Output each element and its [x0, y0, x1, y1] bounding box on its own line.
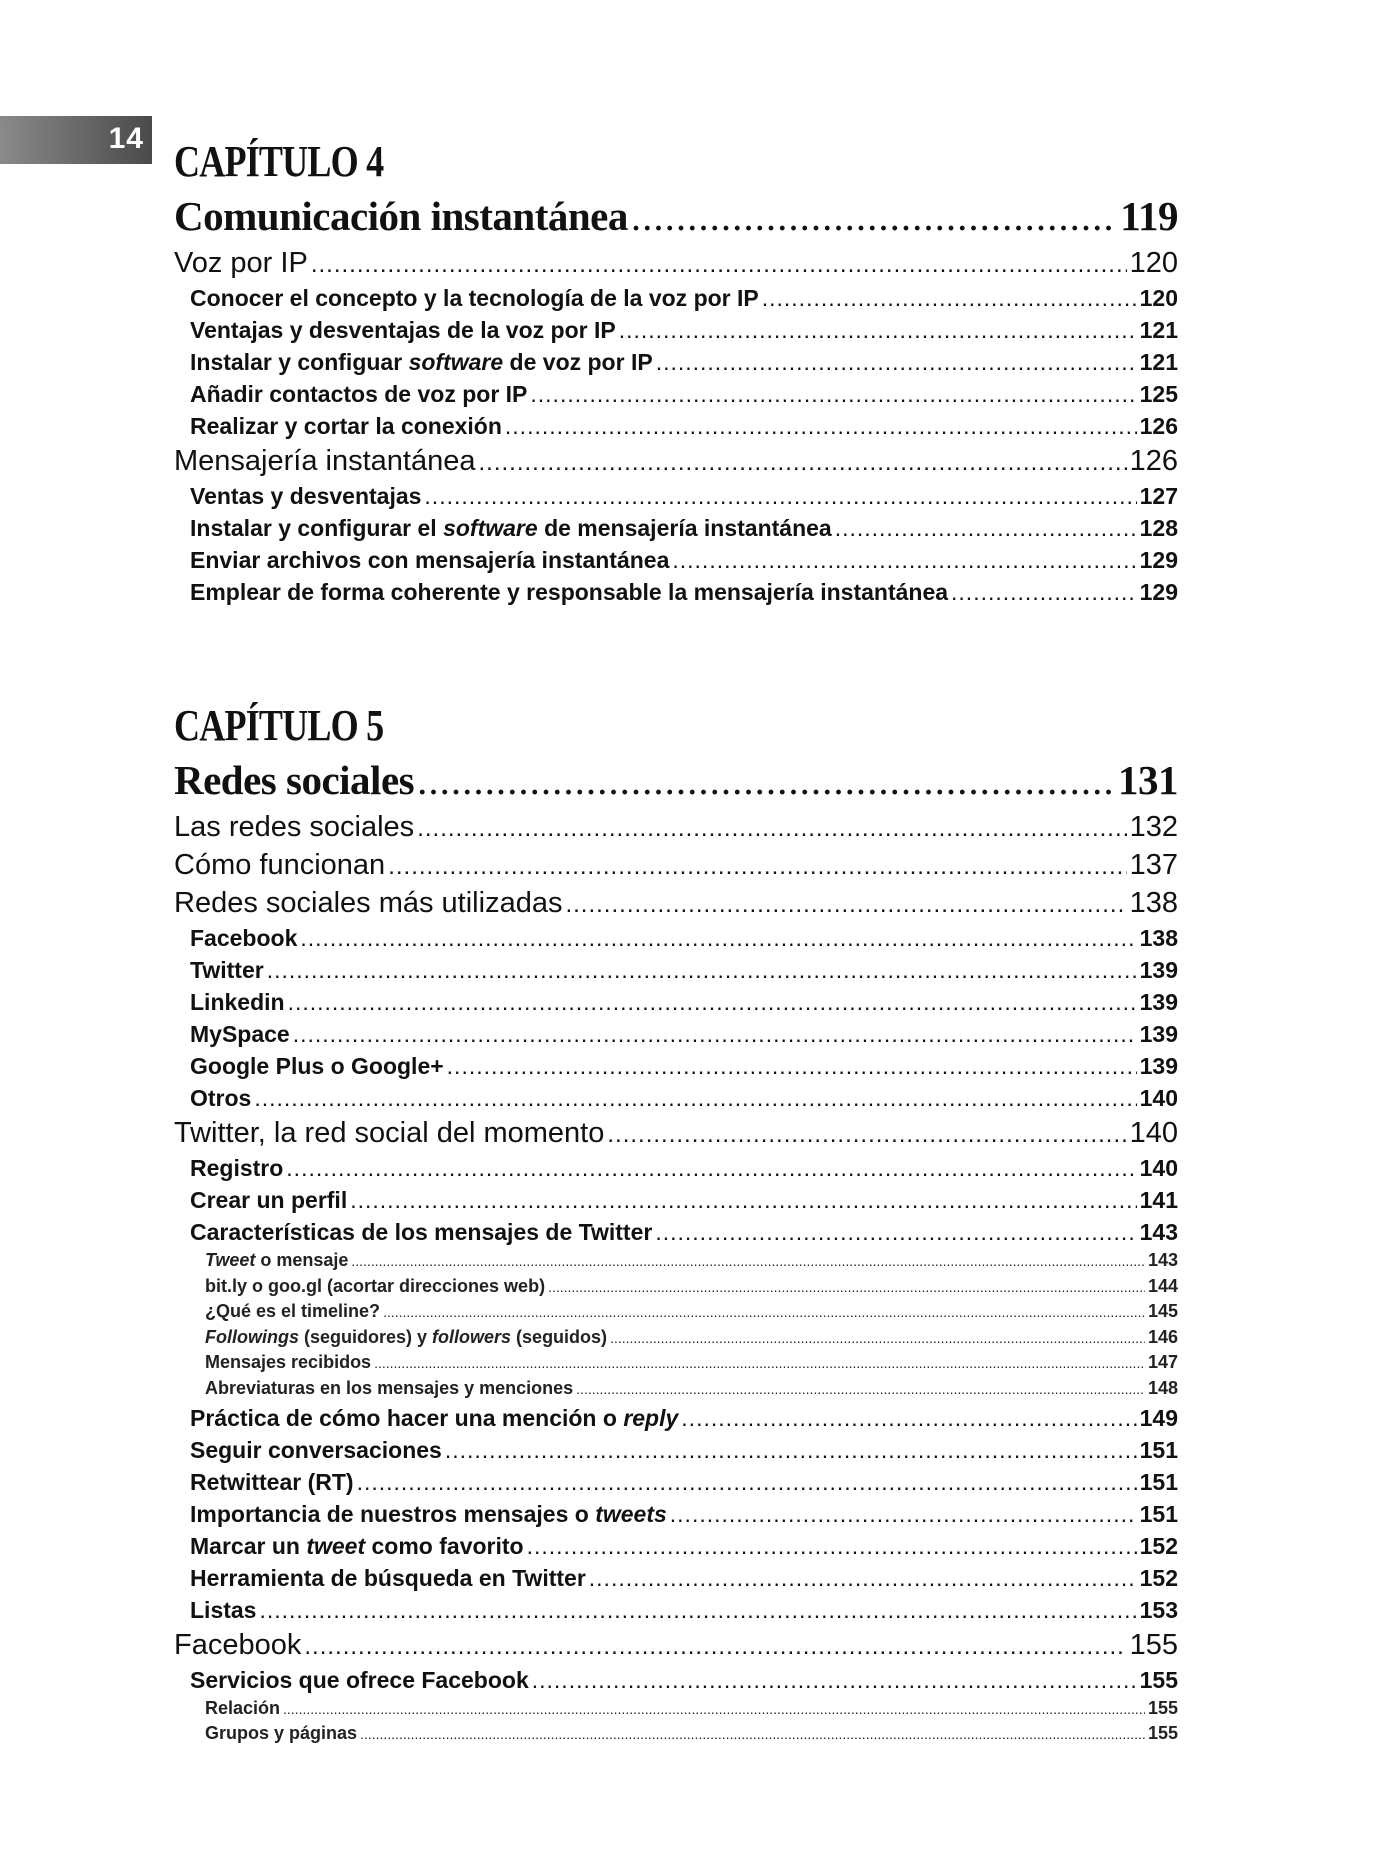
toc-entry-title: Marcar un tweet como favorito — [190, 1532, 524, 1559]
toc-entry-title: Realizar y cortar la conexión — [190, 413, 502, 439]
toc-entry[interactable] — [174, 314, 1178, 346]
toc-entry-title: Emplear de forma coherente y responsable la mensajería instantánea — [190, 579, 949, 605]
toc-entry-title: Añadir contactos de voz por IP — [190, 381, 528, 407]
toc-entry-title: bit.ly o goo.gl (acortar direcciones web) — [205, 1275, 546, 1296]
toc-entry-title: Instalar y configurar el software de mensajería instantánea — [190, 515, 832, 541]
toc-entry-title: Grupos y páginas — [205, 1723, 358, 1744]
toc-entry[interactable] — [174, 378, 1178, 410]
toc-entry[interactable] — [174, 544, 1178, 576]
toc-entry[interactable] — [174, 410, 1178, 442]
toc-entry[interactable] — [174, 1152, 1178, 1184]
toc-entry-page: 145 — [1147, 1301, 1178, 1322]
dot-leader — [445, 1434, 1137, 1466]
dot-leader — [505, 410, 1137, 442]
toc-entry-title: Listas — [190, 1596, 257, 1623]
toc-entry-title: Crear un perfil — [190, 1187, 348, 1213]
dot-leader — [681, 1402, 1136, 1434]
chapter-label: CAPÍTULO 4 — [174, 137, 384, 186]
dot-leader — [259, 1594, 1136, 1626]
toc-entry-title: Linkedin — [190, 989, 285, 1015]
toc-entry[interactable] — [174, 1696, 1178, 1722]
toc-entry[interactable] — [174, 1434, 1178, 1466]
toc-entry-page: 139 — [1139, 1021, 1178, 1047]
toc-entry-title: Abreviaturas en los mensajes y menciones — [205, 1377, 574, 1398]
toc-entry[interactable] — [174, 346, 1178, 378]
dot-leader — [607, 1116, 1126, 1152]
toc-entry-title: Facebook — [190, 925, 298, 951]
toc-entry-title: Enviar archivos con mensajería instantánea — [190, 547, 670, 573]
toc-entry[interactable] — [174, 1376, 1178, 1402]
dot-leader — [670, 1498, 1137, 1530]
toc-entry-title: Relación — [205, 1697, 281, 1718]
toc-entry-page: 151 — [1139, 1468, 1178, 1495]
toc-entry-title: Ventas y desventajas — [190, 483, 422, 509]
toc-entry-page: 151 — [1139, 1436, 1178, 1463]
toc-entry-page: 155 — [1147, 1697, 1178, 1718]
dot-leader — [589, 1562, 1137, 1594]
toc-entry-title: Conocer el concepto y la tecnología de la voz por IP — [190, 285, 759, 311]
toc-entry-page: 138 — [1129, 887, 1178, 919]
toc-entry[interactable] — [174, 1562, 1178, 1594]
dot-leader — [631, 188, 1117, 244]
toc-entry[interactable] — [174, 1248, 1178, 1274]
toc-entry[interactable] — [174, 1114, 1178, 1152]
toc-entry-page: 155 — [1129, 1628, 1178, 1661]
toc-entry-title: MySpace — [190, 1021, 290, 1047]
toc-entry[interactable] — [174, 1018, 1178, 1050]
dot-leader — [610, 1326, 1145, 1351]
toc-entry-title: Google Plus o Google+ — [190, 1053, 444, 1079]
dot-leader — [656, 346, 1137, 378]
toc-entry[interactable] — [174, 1594, 1178, 1626]
toc-entry-title: Mensajería instantánea — [174, 445, 476, 477]
dot-leader — [530, 378, 1136, 410]
dot-leader — [424, 480, 1136, 512]
toc-entry-page: 140 — [1129, 1117, 1178, 1149]
toc-entry[interactable] — [174, 1082, 1178, 1114]
toc-entry-page: 129 — [1139, 579, 1178, 605]
dot-leader — [527, 1530, 1137, 1562]
dot-leader — [357, 1466, 1137, 1498]
toc-entry[interactable] — [174, 480, 1178, 512]
toc-entry[interactable] — [174, 442, 1178, 480]
toc-entry-title: ¿Qué es el timeline? — [205, 1301, 381, 1322]
toc-entry-page: 152 — [1139, 1532, 1178, 1559]
toc-entry-page: 138 — [1139, 925, 1178, 951]
toc-entry[interactable] — [174, 808, 1178, 846]
toc-entry-page: 127 — [1139, 483, 1178, 509]
toc-entry-page: 146 — [1147, 1326, 1178, 1347]
toc-entry-title: Voz por IP — [174, 247, 308, 279]
toc-entry-title: Servicios que ofrece Facebook — [190, 1666, 529, 1693]
toc-entry-page: 144 — [1147, 1275, 1178, 1296]
dot-leader — [254, 1082, 1136, 1114]
dot-leader — [447, 1050, 1137, 1082]
dot-leader — [267, 954, 1137, 986]
toc-entry-page: 143 — [1147, 1250, 1178, 1270]
toc-entry[interactable] — [174, 1184, 1178, 1216]
toc-entry[interactable] — [174, 1664, 1178, 1696]
toc-entry-page: 141 — [1139, 1187, 1178, 1213]
toc-entry-page: 126 — [1129, 445, 1178, 477]
toc-entry[interactable] — [174, 512, 1178, 544]
toc-entry[interactable] — [174, 1498, 1178, 1530]
chapter-4-section — [174, 136, 1178, 608]
dot-leader — [548, 1275, 1145, 1300]
toc-entry-page: 155 — [1147, 1723, 1178, 1744]
toc-entry[interactable] — [174, 986, 1178, 1018]
toc-entry-page: 119 — [1120, 193, 1178, 239]
toc-entries — [174, 752, 1178, 1747]
toc-entry[interactable] — [174, 1402, 1178, 1434]
toc-entry[interactable] — [174, 1325, 1178, 1351]
toc-entry-page: 126 — [1139, 413, 1178, 439]
toc-entry[interactable] — [174, 846, 1178, 884]
dot-leader — [565, 886, 1126, 922]
toc-entry[interactable] — [174, 1050, 1178, 1082]
toc-entry-title: Ventajas y desventajas de la voz por IP — [190, 317, 616, 343]
toc-entry-page: 155 — [1139, 1666, 1178, 1693]
dot-leader — [576, 1377, 1145, 1402]
dot-leader — [951, 576, 1137, 608]
toc-entry[interactable] — [174, 576, 1178, 608]
toc-entry-page: 121 — [1139, 317, 1178, 343]
chapter-5-section — [174, 700, 1178, 1747]
toc-entry-page: 129 — [1139, 547, 1178, 573]
dot-leader — [417, 752, 1115, 808]
chapter-label: CAPÍTULO 5 — [174, 701, 384, 750]
dot-leader — [672, 544, 1136, 576]
toc-entry-title: Seguir conversaciones — [190, 1436, 442, 1463]
toc-entry-title: Mensajes recibidos — [205, 1352, 372, 1373]
dot-leader — [383, 1300, 1145, 1325]
toc-entry-page: 137 — [1129, 849, 1178, 881]
toc-entry[interactable] — [174, 1299, 1178, 1325]
dot-leader — [360, 1722, 1145, 1747]
toc-entry-page: 140 — [1139, 1085, 1178, 1111]
chapter-title-entry[interactable] — [174, 188, 1178, 244]
chapter-title-entry[interactable] — [174, 752, 1178, 808]
toc-entry-title: Características de los mensajes de Twitter — [190, 1219, 653, 1245]
toc-entry-title: Las redes sociales — [174, 811, 415, 843]
toc-entry[interactable] — [174, 884, 1178, 922]
toc-entry-title: Importancia de nuestros mensajes o tweets — [190, 1500, 667, 1527]
toc-entry-title: Redes sociales — [174, 757, 415, 803]
dot-leader — [532, 1664, 1137, 1696]
toc-entry[interactable] — [174, 282, 1178, 314]
toc-entry-page: 143 — [1139, 1219, 1178, 1245]
dot-leader — [304, 1628, 1126, 1664]
toc-entry-title: Retwittear (RT) — [190, 1468, 354, 1495]
toc-entry-page: 120 — [1139, 285, 1178, 311]
toc-entry-title: Followings (seguidores) y followers (seguidos) — [205, 1326, 608, 1347]
toc-entry-title: Herramienta de búsqueda en Twitter — [190, 1564, 586, 1591]
page-number: 14 — [108, 122, 144, 155]
toc-entry-page: 139 — [1139, 989, 1178, 1015]
toc-entry[interactable] — [174, 954, 1178, 986]
dot-leader — [288, 986, 1137, 1018]
toc-entry-page: 140 — [1139, 1155, 1178, 1181]
dot-leader — [286, 1152, 1136, 1184]
toc-entry-title: Twitter, la red social del momento — [174, 1117, 605, 1149]
toc-entry-page: 148 — [1147, 1377, 1178, 1398]
dot-leader — [350, 1184, 1136, 1216]
toc-entry-page: 139 — [1139, 1053, 1178, 1079]
toc-entry-title: Redes sociales más utilizadas — [174, 887, 563, 919]
toc-entry-title: Facebook — [174, 1628, 302, 1661]
dot-leader — [835, 512, 1137, 544]
toc-entry-page: 121 — [1139, 349, 1178, 375]
toc-entry-page: 153 — [1139, 1596, 1178, 1623]
toc-entry-page: 125 — [1139, 381, 1178, 407]
toc-entry-title: Instalar y configuar software de voz por IP — [190, 349, 653, 375]
toc-entry-title: Registro — [190, 1155, 284, 1181]
toc-entry-page: 139 — [1139, 957, 1178, 983]
dot-leader — [478, 444, 1126, 480]
toc-entry-title: Tweet o mensaje — [205, 1250, 349, 1270]
dot-leader — [311, 246, 1127, 282]
toc-entry-title: Twitter — [190, 957, 264, 983]
dot-leader — [351, 1249, 1145, 1274]
toc-entry-title: Otros — [190, 1085, 252, 1111]
toc-entry-title: Cómo funcionan — [174, 849, 386, 881]
toc-entry-page: 132 — [1129, 811, 1178, 843]
toc-entry-page: 131 — [1118, 757, 1178, 803]
toc-entry-page: 120 — [1129, 247, 1178, 279]
toc-entry-page: 128 — [1139, 515, 1178, 541]
toc-entry[interactable] — [174, 1350, 1178, 1376]
toc-entry[interactable] — [174, 244, 1178, 282]
toc-entry[interactable] — [174, 922, 1178, 954]
dot-leader — [655, 1216, 1136, 1248]
dot-leader — [283, 1697, 1145, 1722]
toc-entry[interactable] — [174, 1626, 1178, 1664]
dot-leader — [417, 810, 1126, 846]
toc-entry-title: Práctica de cómo hacer una mención o reply — [190, 1404, 679, 1431]
dot-leader — [762, 282, 1137, 314]
dot-leader — [619, 314, 1137, 346]
toc-entry-title: Comunicación instantánea — [174, 193, 628, 239]
toc-entry[interactable] — [174, 1216, 1178, 1248]
toc-entry[interactable] — [174, 1274, 1178, 1300]
toc-entry-page: 147 — [1147, 1352, 1178, 1373]
dot-leader — [300, 922, 1136, 954]
dot-leader — [293, 1018, 1137, 1050]
toc-entry-page: 151 — [1139, 1500, 1178, 1527]
toc-entry[interactable] — [174, 1466, 1178, 1498]
toc-entry-page: 152 — [1139, 1564, 1178, 1591]
toc-entry[interactable] — [174, 1530, 1178, 1562]
page-number-tab — [0, 116, 152, 164]
toc-entry-page: 149 — [1139, 1404, 1178, 1431]
dot-leader — [374, 1351, 1145, 1376]
dot-leader — [388, 848, 1126, 884]
toc-entry[interactable] — [174, 1721, 1178, 1747]
toc-entries — [174, 188, 1178, 608]
